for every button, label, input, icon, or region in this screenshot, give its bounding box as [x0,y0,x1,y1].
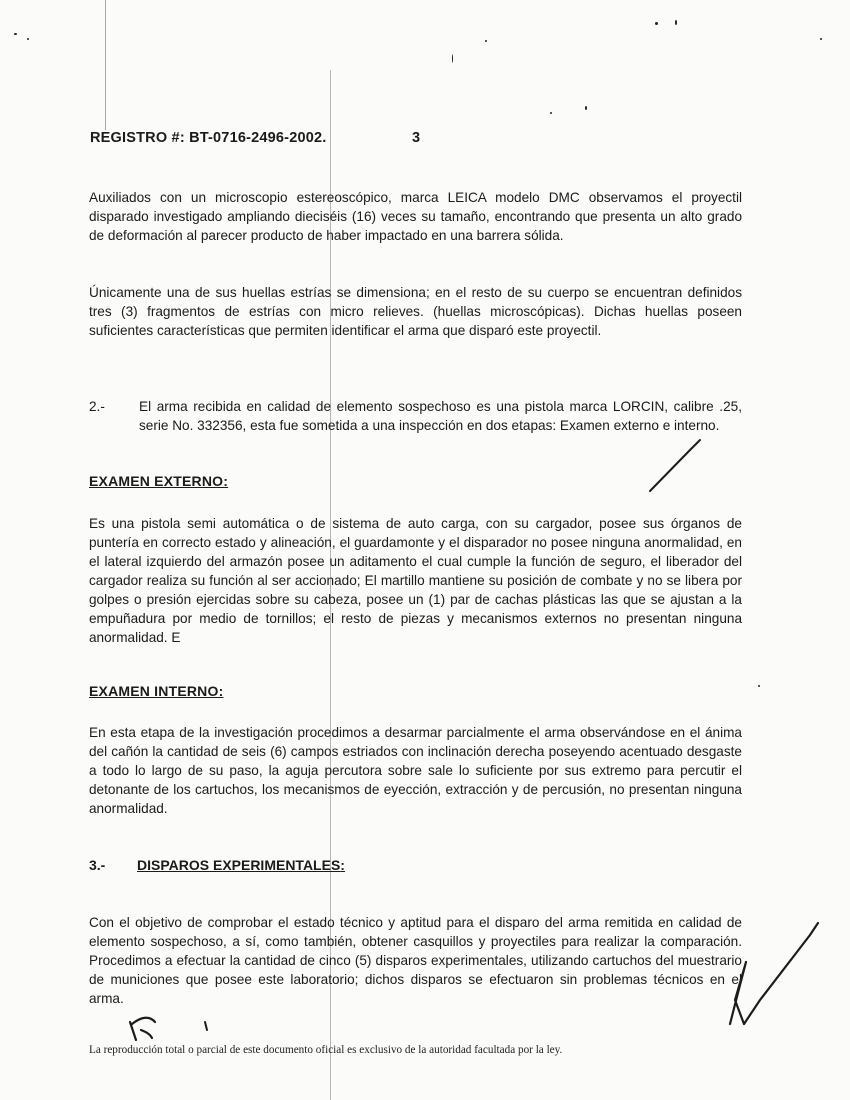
paragraph-microscope: Auxiliados con un microscopio estereoscópico, marca LEICA modelo DMC observamos el proyectil disparado investigado ampliando dieciséis (16) veces su tamaño, encontrando que presenta un alto grado de deformación al parecer producto de haber impactado en una barrera sólida. [89,190,742,243]
external-exam-text: Es una pistola semi automática o de sistema de auto carga, con su cargador, posee sus órganos de puntería en correcto estado y alineación, el guardamonte y el disparador no posee ninguna anormalidad, en el lateral izquierdo del armazón posee un aditamento el cual cumple la función de seguro, el liberador del cargador realiza su función al ser accionado; El martillo mantiene su posición de combate y no se libera por golpes o presión ejercidas sobre su cabeza, posee un (1) par de cachas plásticas las que se ajustan a la empuñadura por medio de tornillos; el resto de piezas y mecanismos externos no presentan ninguna anormalidad. E [89,516,742,645]
item-2-number: 2.- [89,399,105,414]
section-3-title-text: DISPAROS EXPERIMENTALES [137,857,341,873]
ink-dot [205,1022,207,1030]
check-mark-stroke [650,440,700,491]
paragraph-striations: Únicamente una de sus huellas estrías se dimensiona; en el resto de su cuerpo se encuentran definidos tres (3) fragmentos de estrías con micro relieves. (huellas microscópicas). Dichas huellas poseen suficientes características que permiten identificar el arma que disparó este proyectil. [89,285,742,338]
paragraph-experimental-shots: Con el objetivo de comprobar el estado técnico y aptitud para el disparo del arma remitida en calidad de elemento sospechoso, a sí, como también, obtener casquillos y proyectiles para realizar la comparación. Procedimos a efectuar la cantidad de cinco (5) disparos experimentales, utilizando cartuchos del muestrario de municiones que posee este laboratorio; dichos disparos se efectuaron sin problemas técnicos en el arma. [89,915,742,1006]
initial-mark [130,1018,155,1040]
registry-number: REGISTRO #: BT-0716-2496-2002. [90,130,327,146]
page-number: 3 [412,130,421,146]
section-3-number: 3.- [89,857,106,873]
footer-notice: La reproducción total o parcial de este documento oficial es exclusivo de la autoridad facultada por la ley. [89,1044,563,1056]
internal-exam-text: En esta etapa de la investigación procedimos a desarmar parcialmente el arma observándose en el ánima del cañón la cantidad de seis (6) campos estriados con inclinación derecha poseyendo acentuado desgaste a todo lo largo de su paso, la aguja percutora sobre sale lo suficiente por sus extremo para percutir el detonante de los cartuchos, los mecanismos de eyección, extracción y de percusión, no presentan ninguna anormalidad. [89,725,742,816]
signature-x-mark [730,923,818,1024]
external-exam-heading: EXAMEN EXTERNO: [89,473,229,489]
internal-exam-heading: EXAMEN INTERNO: [89,683,224,699]
section-3-colon: : [340,857,345,873]
item-2-text: El arma recibida en calidad de elemento sospechoso es una pistola marca LORCIN, calibre .25, serie No. 332356, esta fue sometida a una inspección en dos etapas: Examen externo e interno. [139,399,742,433]
